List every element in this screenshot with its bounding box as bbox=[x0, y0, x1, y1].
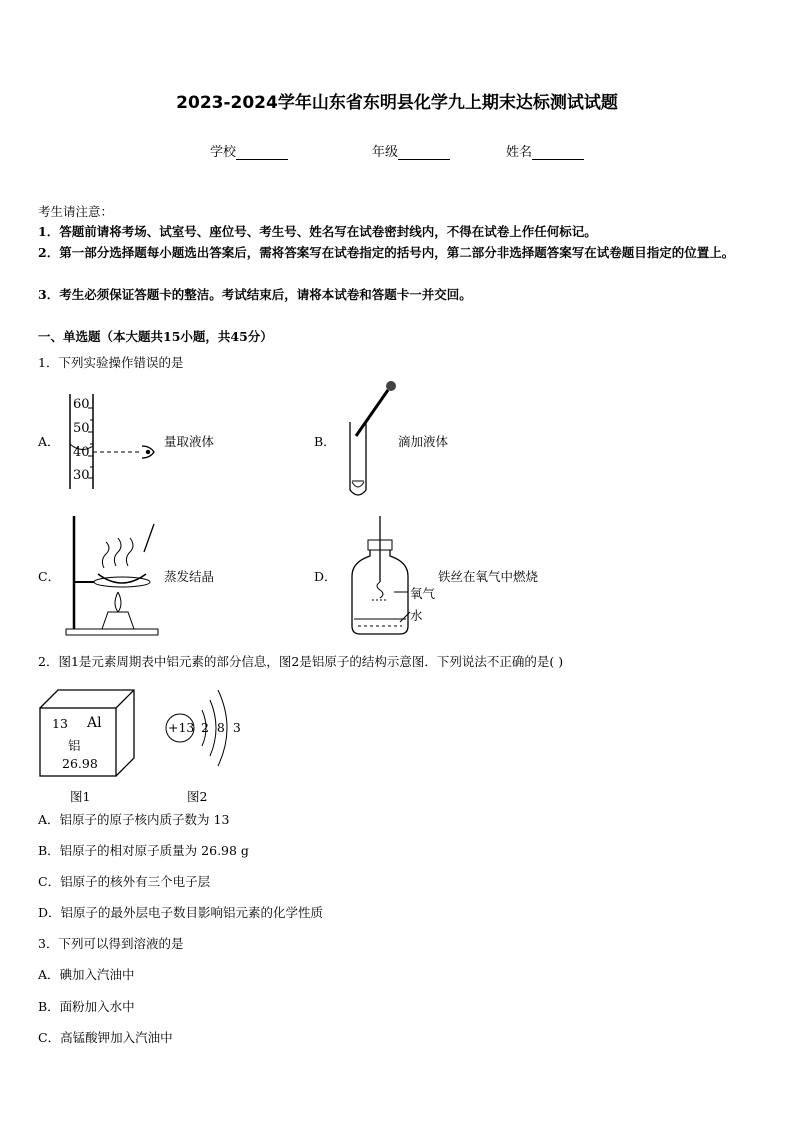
q1-stem: 1．下列实验操作错误的是 bbox=[38, 355, 184, 370]
q2-option-a: A．铝原子的原子核内质子数为 13 bbox=[38, 812, 230, 827]
q2-option-c: C．铝原子的核外有三个电子层 bbox=[38, 874, 211, 889]
figure-1-caption: 图1 bbox=[70, 789, 91, 804]
element-name: 铝 bbox=[68, 738, 81, 753]
q1-option-d-letter: D． bbox=[314, 569, 337, 584]
cylinder-tick-60: 60 bbox=[73, 397, 90, 412]
grade-field bbox=[372, 141, 450, 160]
cylinder-tick-40: 40 bbox=[73, 445, 90, 460]
dropper-test-tube-illustration bbox=[340, 378, 400, 500]
electron-shells: 2 8 3 bbox=[201, 720, 243, 735]
name-label: 姓名 bbox=[506, 145, 533, 160]
iron-wire-combustion-illustration bbox=[348, 514, 438, 636]
q3-option-b: B．面粉加入水中 bbox=[38, 999, 135, 1014]
notice-item-2: 2．第一部分选择题每小题选出答案后，需将答案写在试卷指定的括号内，第二部分非选择题答案写在试卷题目指定的位置上。 bbox=[38, 245, 735, 260]
q1-option-b-letter: B． bbox=[314, 434, 336, 449]
q3-option-c: C．高锰酸钾加入汽油中 bbox=[38, 1030, 173, 1045]
q2-option-b: B．铝原子的相对原子质量为 26.98 g bbox=[38, 843, 249, 858]
notice-item-1: 1．答题前请将考场、试室号、座位号、考生号、姓名写在试卷密封线内，不得在试卷上作任何标记。 bbox=[38, 224, 597, 239]
q3-option-a: A．碘加入汽油中 bbox=[38, 967, 135, 982]
q1-option-a-label: 量取液体 bbox=[164, 434, 215, 449]
name-field bbox=[506, 141, 584, 160]
q2-option-d: D．铝原子的最外层电子数目影响铝元素的化学性质 bbox=[38, 905, 324, 920]
school-label: 学校 bbox=[210, 145, 237, 160]
q1-option-d-label: 铁丝在氧气中燃烧 bbox=[438, 569, 539, 584]
oxygen-label: 氧气 bbox=[410, 586, 436, 601]
page-title: 2023-2024学年山东省东明县化学九上期末达标测试试题 bbox=[176, 93, 618, 113]
q1-option-c-label: 蒸发结晶 bbox=[164, 569, 215, 584]
q1-option-b-label: 滴加液体 bbox=[398, 434, 449, 449]
school-blank bbox=[236, 145, 288, 160]
cylinder-tick-50: 50 bbox=[73, 421, 90, 436]
section-heading: 一、单选题（本大题共15小题，共45分） bbox=[38, 329, 273, 344]
element-symbol: Al bbox=[87, 715, 102, 731]
q3-stem: 3．下列可以得到溶液的是 bbox=[38, 936, 184, 951]
water-label: 水 bbox=[410, 608, 423, 623]
notice-heading: 考生请注意： bbox=[38, 204, 114, 219]
name-blank bbox=[532, 145, 584, 160]
figure-2-caption: 图2 bbox=[187, 789, 208, 804]
atomic-number: 13 bbox=[52, 716, 68, 731]
evaporation-apparatus-illustration bbox=[64, 512, 164, 638]
nucleus-charge: +13 bbox=[168, 720, 195, 735]
q1-option-c-letter: C． bbox=[38, 569, 61, 584]
grade-label: 年级 bbox=[372, 145, 399, 160]
cylinder-tick-30: 30 bbox=[73, 468, 90, 483]
q1-option-a-letter: A． bbox=[38, 434, 60, 449]
notice-item-3: 3．考生必须保证答题卡的整洁。考试结束后，请将本试卷和答题卡一并交回。 bbox=[38, 287, 472, 302]
grade-blank bbox=[398, 145, 450, 160]
atomic-mass: 26.98 bbox=[62, 756, 98, 771]
q2-stem: 2．图1是元素周期表中铝元素的部分信息，图2是铝原子的结构示意图．下列说法不正确的是( ) bbox=[38, 654, 564, 669]
school-field bbox=[210, 141, 288, 160]
